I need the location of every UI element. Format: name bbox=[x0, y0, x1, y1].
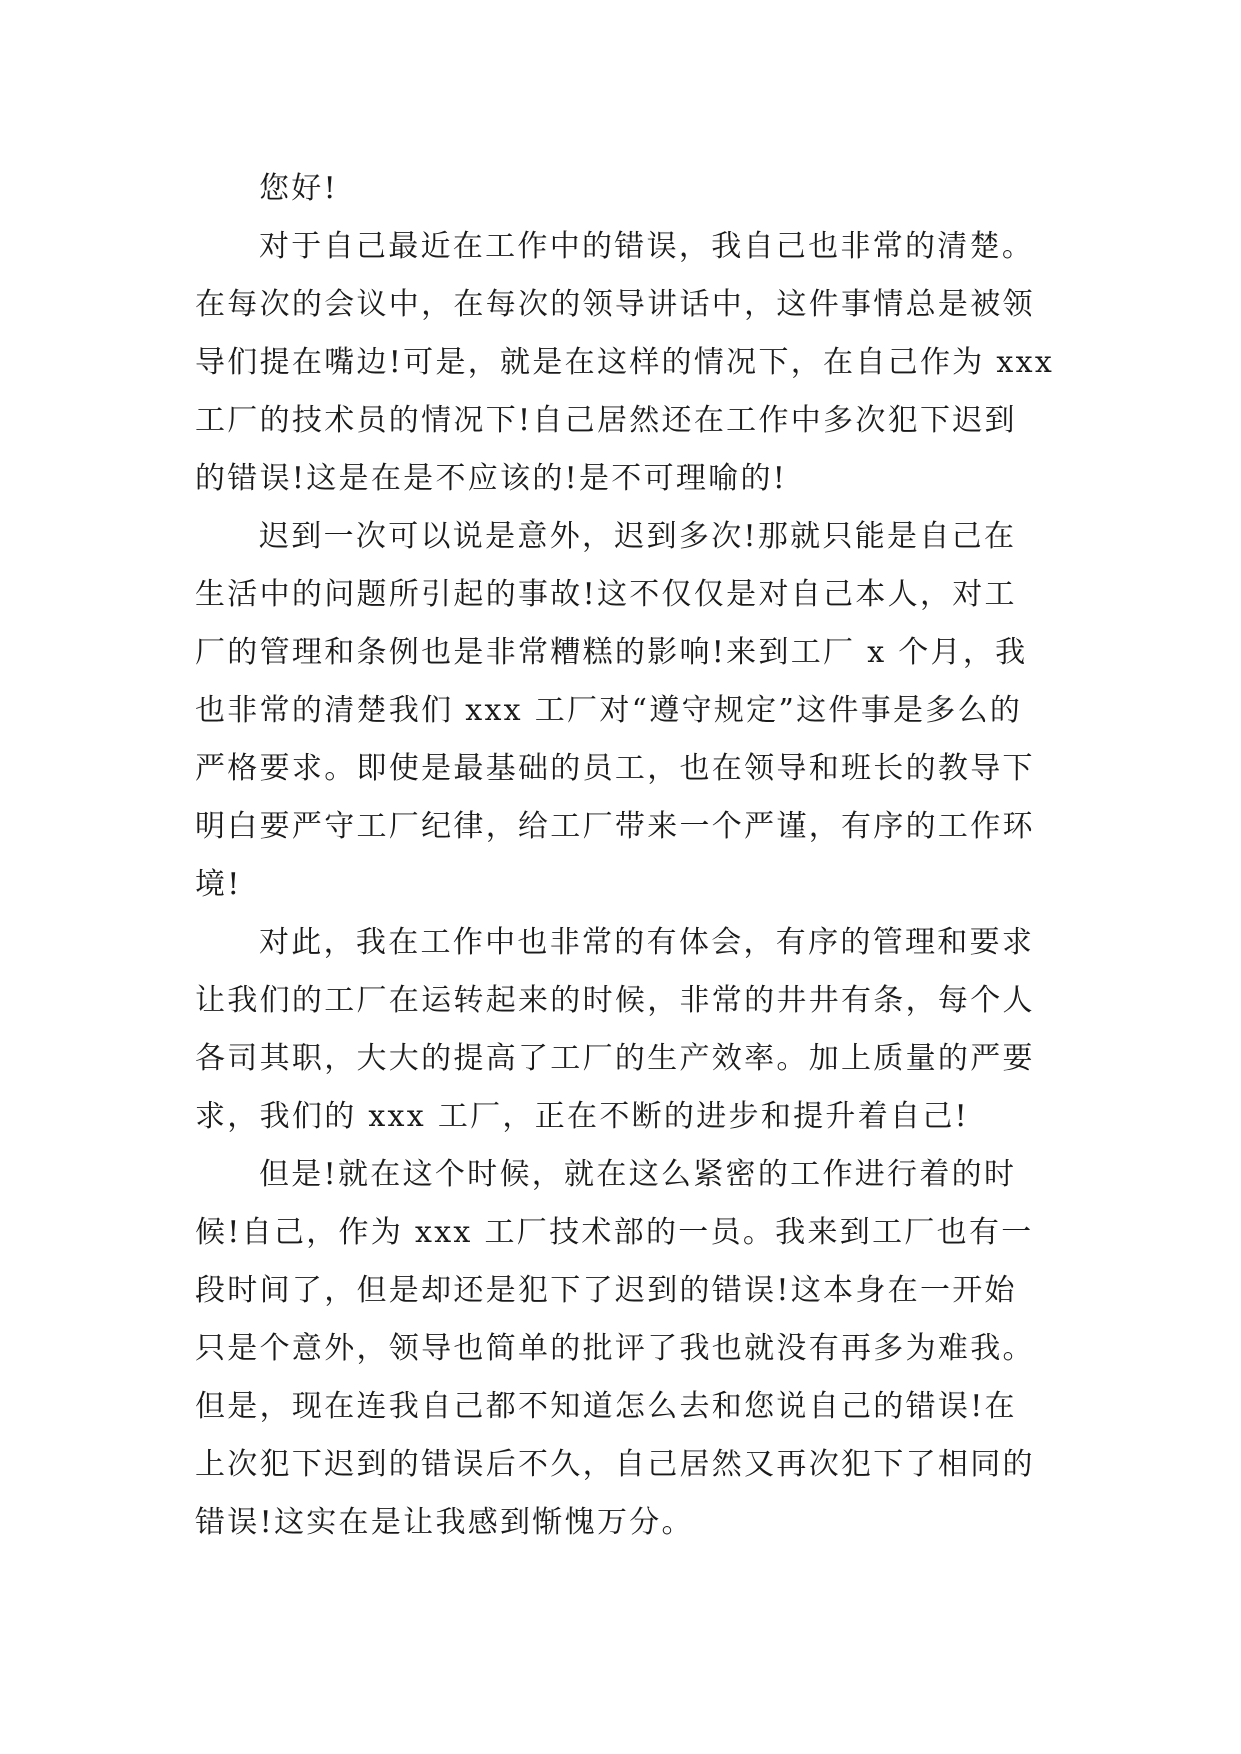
paragraph-line: 让我们的工厂在运转起来的时候，非常的井井有条，每个人 bbox=[195, 983, 1035, 1018]
paragraph-line: 错误!这实在是让我感到惭愧万分。 bbox=[195, 1505, 694, 1540]
paragraph-line: 工厂的技术员的情况下!自己居然还在工作中多次犯下迟到 bbox=[195, 403, 1017, 438]
paragraph-line: 明白要严守工厂纪律，给工厂带来一个严谨，有序的工作环 bbox=[195, 809, 1035, 844]
paragraph-line: 在每次的会议中，在每次的领导讲话中，这件事情总是被领 bbox=[195, 287, 1035, 322]
paragraph-line: 上次犯下迟到的错误后不久，自己居然又再次犯下了相同的 bbox=[195, 1447, 1035, 1482]
paragraph-line: 但是!就在这个时候，就在这么紧密的工作进行着的时 bbox=[259, 1157, 1017, 1192]
paragraph-line: 求，我们的 xxx 工厂，正在不断的进步和提升着自己! bbox=[195, 1099, 969, 1134]
paragraph-line: 厂的管理和条例也是非常糟糕的影响!来到工厂 x 个月，我 bbox=[195, 635, 1028, 670]
paragraph-line: 段时间了，但是却还是犯下了迟到的错误!这本身在一开始 bbox=[195, 1273, 1017, 1308]
paragraph-line: 严格要求。即使是最基础的员工，也在领导和班长的教导下 bbox=[195, 751, 1035, 786]
letter-body bbox=[195, 160, 1075, 1552]
paragraph-line: 对此，我在工作中也非常的有体会，有序的管理和要求 bbox=[259, 925, 1035, 960]
paragraph-line: 导们提在嘴边!可是，就是在这样的情况下，在自己作为 xxx bbox=[195, 345, 1055, 380]
paragraph-line: 也非常的清楚我们 xxx 工厂对“遵守规定”这件事是多么的 bbox=[195, 693, 1023, 728]
paragraph-line: 但是，现在连我自己都不知道怎么去和您说自己的错误!在 bbox=[195, 1389, 1017, 1424]
paragraph-line: 的错误!这是在是不应该的!是不可理喻的! bbox=[195, 461, 788, 496]
paragraph-line: 境! bbox=[195, 867, 242, 902]
paragraph-line: 只是个意外，领导也简单的批评了我也就没有再多为难我。 bbox=[195, 1331, 1035, 1366]
paragraph-line: 迟到一次可以说是意外，迟到多次!那就只能是自己在 bbox=[259, 519, 1017, 554]
paragraph-line: 候!自己，作为 xxx 工厂技术部的一员。我来到工厂也有一 bbox=[195, 1215, 1034, 1250]
paragraph-line: 生活中的问题所引起的事故!这不仅仅是对自己本人，对工 bbox=[195, 577, 1017, 612]
paragraph-line: 对于自己最近在工作中的错误，我自己也非常的清楚。 bbox=[259, 229, 1035, 264]
paragraph-line: 各司其职，大大的提高了工厂的生产效率。加上质量的严要 bbox=[195, 1041, 1035, 1076]
greeting-line: 您好! bbox=[259, 171, 338, 206]
